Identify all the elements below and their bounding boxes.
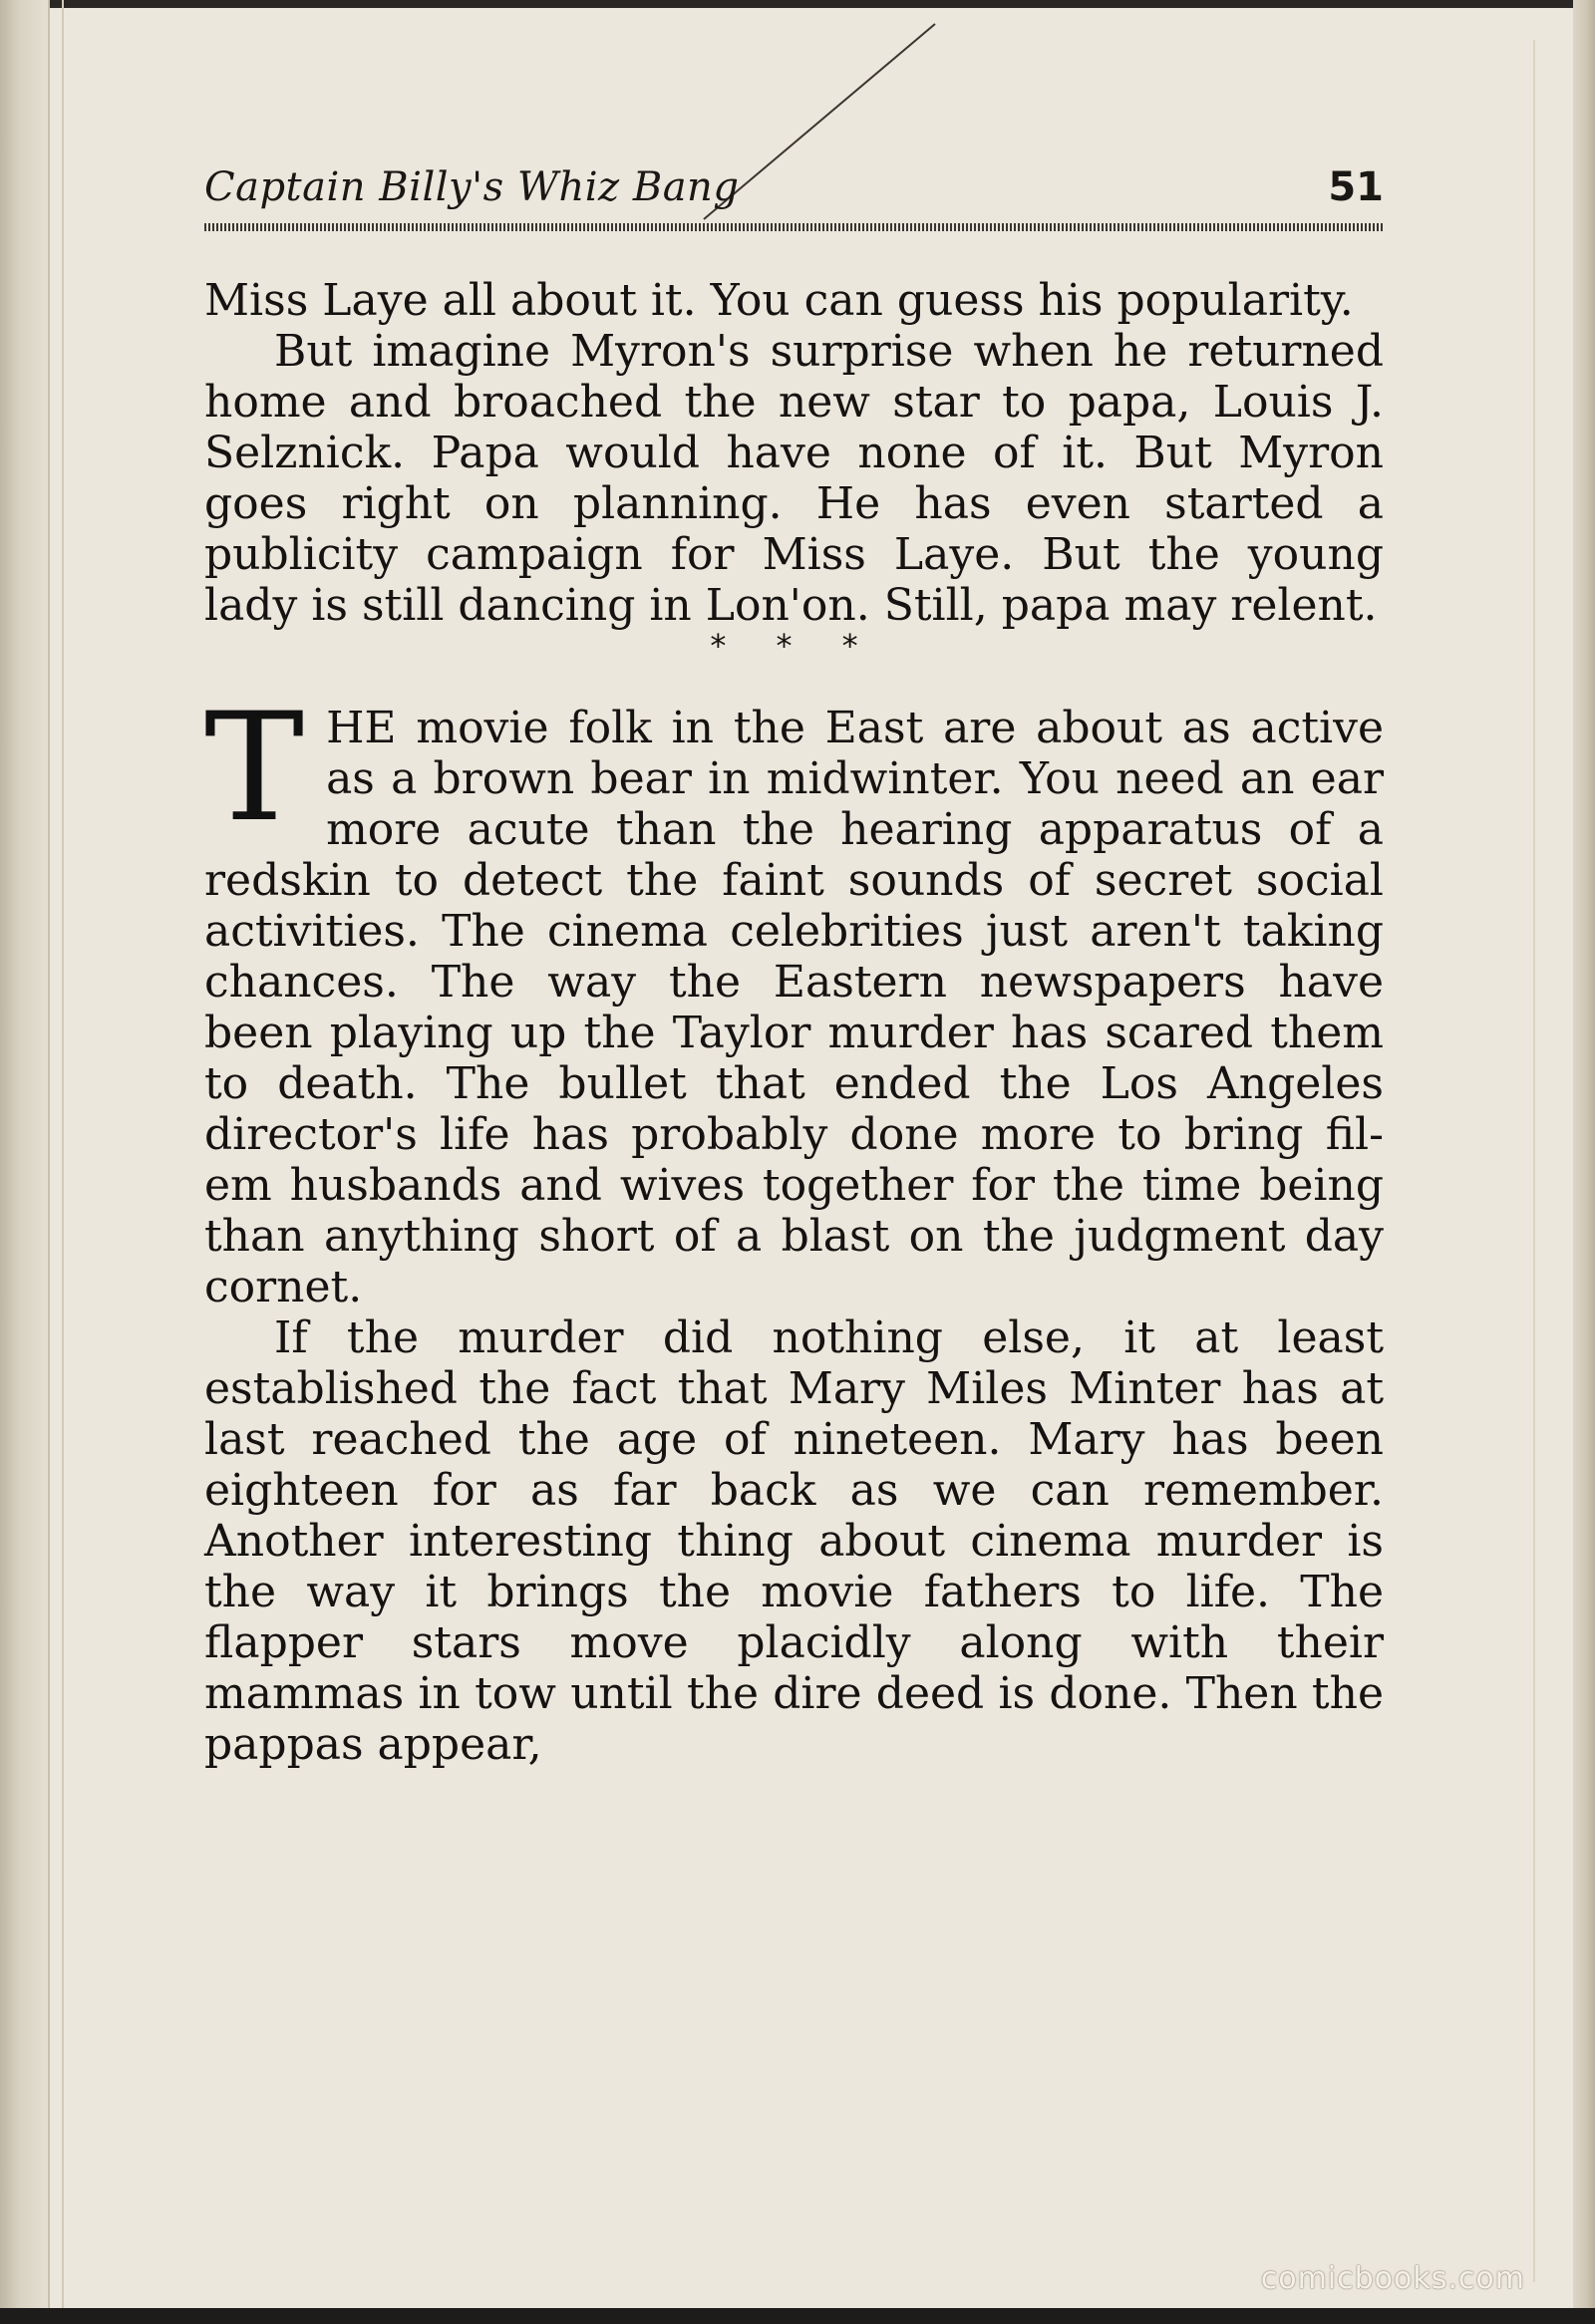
paragraph-murder: If the murder did nothing else, it at least established the fact that Mary Miles Minter has at last reached the age of nineteen. Mary has been eighteen for as far back as we can remember. Another interesting thing about cinema murder is the way it brings the movie fathers to life. The flapper stars move placidly along with their mammas in tow until the dire deed is done. Then the pappas appear, [204, 1312, 1384, 1770]
binding-crease [62, 0, 64, 2324]
page-bottom-edge [0, 2308, 1595, 2324]
page-header [204, 164, 1384, 224]
paragraph-movie-folk [204, 682, 1384, 1312]
running-head: Captain Billy's Whiz Bang [204, 164, 740, 210]
page-crease-right [1533, 40, 1535, 2282]
paragraph-myron: But imagine Myron's surprise when he returned home and broached the new star to papa, Louis J. Selznick. Papa would have none of it. But Myron goes right on planning. He has even started a publicity campaign for Miss Laye. But the young lady is still dancing in Lon'on. Still, papa may relent. [204, 326, 1384, 631]
page-right-edge [1573, 0, 1595, 2324]
section-break-asterisks: * * * [710, 627, 878, 665]
header-rule [204, 223, 1384, 231]
paragraph-movie-folk-text: HE movie folk in the East are about as active as a brown bear in midwinter. You need an ear more acute than the hearing apparatus of a redskin to detect the faint sounds of secret social activities. The cinema celebrities just aren't taking chances. The way the Eastern newspapers have been playing up the Taylor murder has scared them to death. The bullet that ended the Los Angeles director's life has probably done more to bring fil-em husbands and wives together for the time being than anything short of a blast on the judgment day cornet. [204, 703, 1384, 1312]
article-body [204, 275, 1384, 1770]
page-number: 51 [1328, 164, 1384, 210]
drop-cap-letter: T [204, 682, 305, 855]
watermark-text: comicbooks.com [1260, 2261, 1525, 2296]
page-top-edge [0, 0, 1595, 8]
paragraph-continuation: Miss Laye all about it. You can guess his popularity. [204, 275, 1354, 326]
binding-edge [0, 0, 50, 2324]
